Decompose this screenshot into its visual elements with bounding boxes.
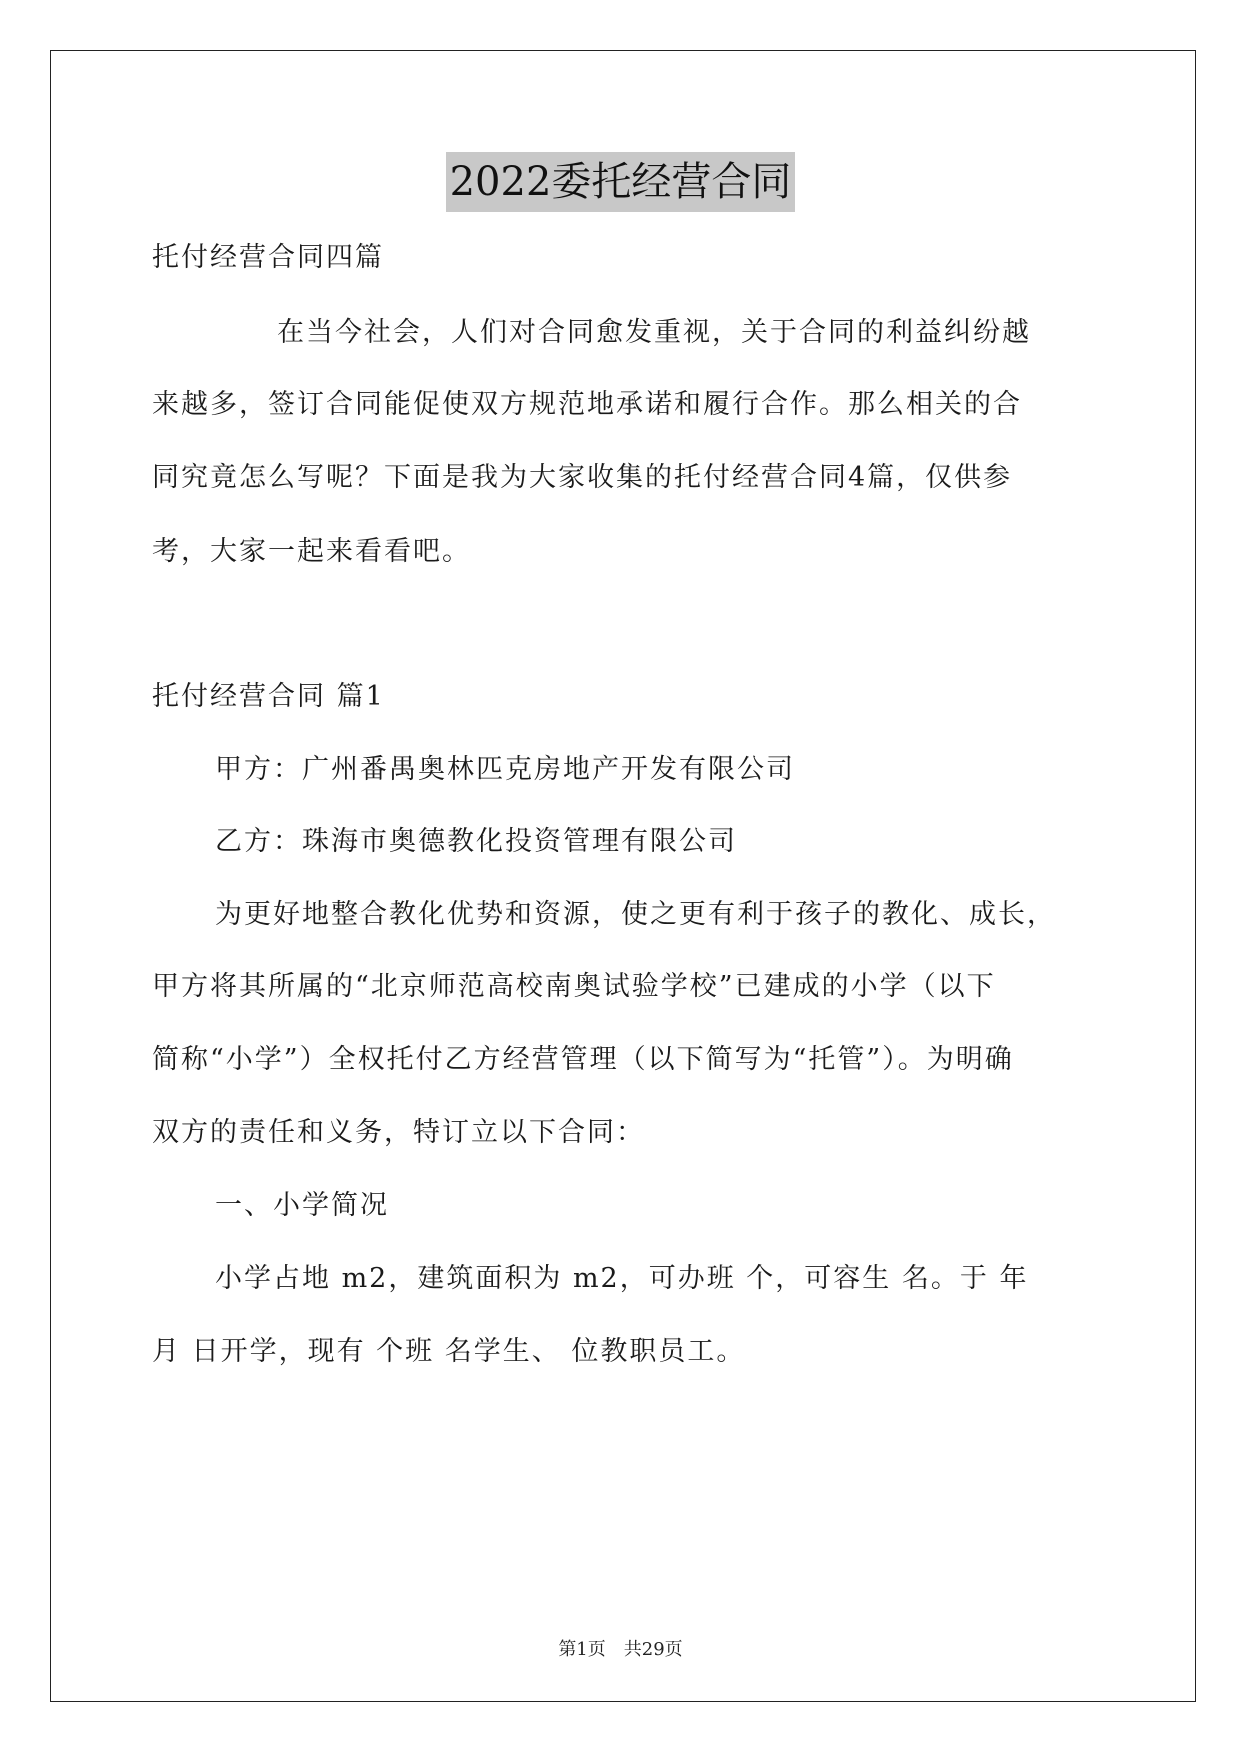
- paragraph-line: 甲方将其所属的“北京师范高校南奥试验学校”已建成的小学（以下: [152, 971, 996, 1002]
- paragraph-line: 来越多，签订合同能促使双方规范地承诺和履行合作。那么相关的合: [152, 389, 1022, 420]
- clause-heading: 一、小学简况: [215, 1190, 389, 1221]
- paragraph-line: 双方的责任和义务，特订立以下合同：: [152, 1117, 645, 1148]
- paragraph-line: 考，大家一起来看看吧。: [152, 536, 471, 567]
- paragraph-line: 为更好地整合教化优势和资源，使之更有利于孩子的教化、成长，: [215, 899, 1056, 930]
- subtitle-line: 托付经营合同四篇: [152, 242, 384, 273]
- paragraph-line: 在当今社会，人们对合同愈发重视，关于合同的利益纠纷越: [277, 317, 1031, 348]
- section-heading: 托付经营合同 篇1: [152, 681, 385, 712]
- party-b-line: 乙方：珠海市奥德教化投资管理有限公司: [215, 826, 737, 857]
- page-border: [50, 50, 1196, 1702]
- paragraph-line: 简称“小学”）全权托付乙方经营管理（以下简写为“托管”）。为明确: [152, 1044, 1014, 1075]
- title-container: [0, 152, 1241, 212]
- party-a-line: 甲方：广州番禺奥林匹克房地产开发有限公司: [215, 754, 795, 785]
- paragraph-line: 小学占地 m2，建筑面积为 m2，可办班 个，可容生 名。于 年: [215, 1263, 1029, 1294]
- paragraph-line: 月 日开学，现有 个班 名学生、 位教职员工。: [152, 1336, 746, 1367]
- paragraph-line: 同究竟怎么写呢？下面是我为大家收集的托付经营合同4篇，仅供参: [152, 462, 1013, 493]
- document-title: 2022委托经营合同: [446, 152, 796, 212]
- page-number: 第1页 共29页: [558, 1639, 683, 1660]
